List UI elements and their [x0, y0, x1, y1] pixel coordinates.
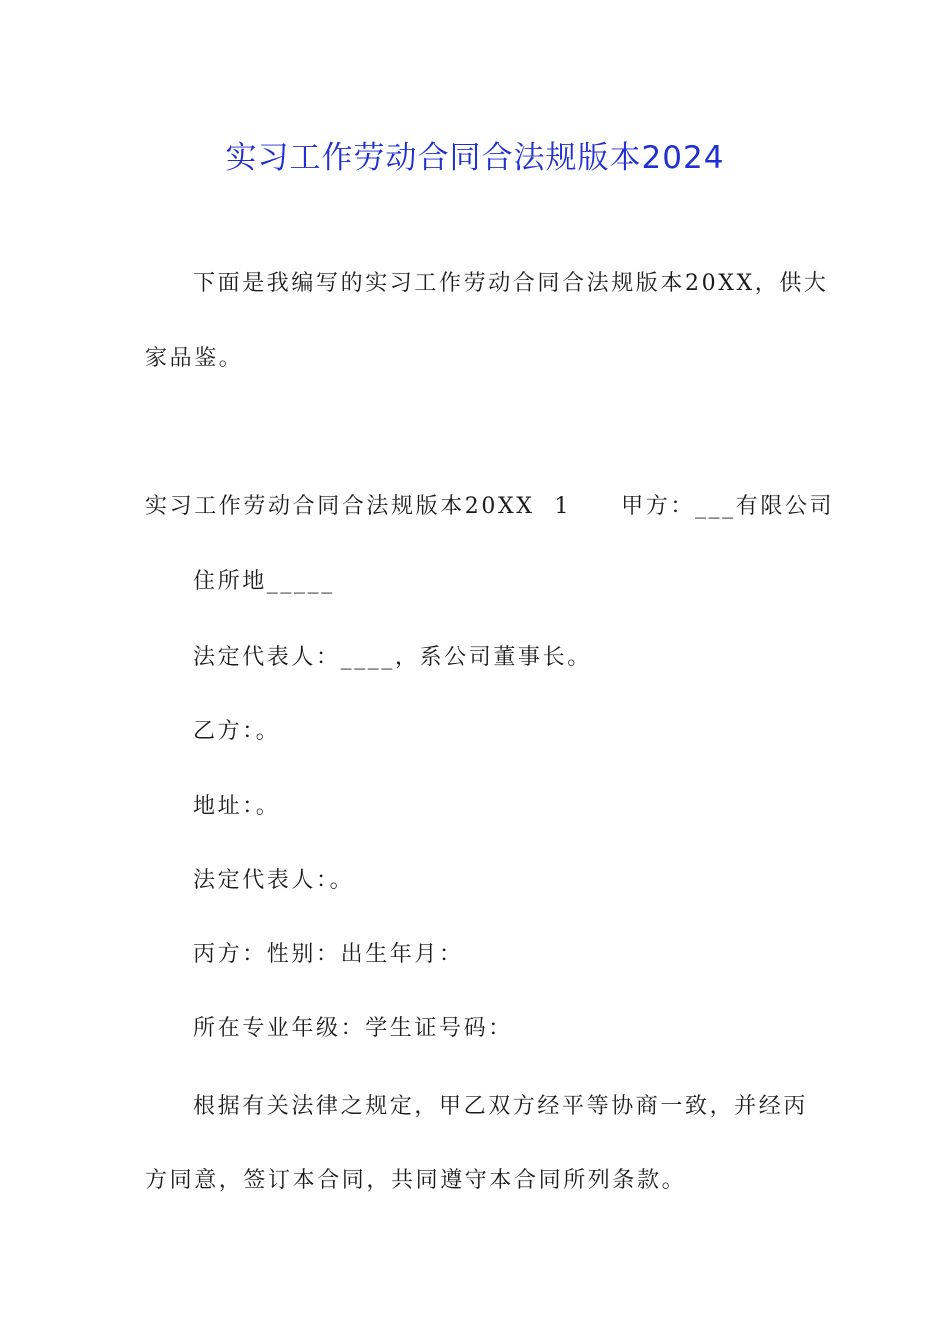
party-b-representative: 法定代表人：。 — [193, 868, 355, 893]
party-c-major: 所在专业年级：学生证号码： — [193, 1016, 513, 1041]
intro-line-2: 家品鉴。 — [145, 346, 244, 371]
intro-line-1: 下面是我编写的实习工作劳动合同合法规版本20XX，供大 — [193, 271, 829, 296]
party-b-address: 地址：。 — [193, 794, 281, 819]
party-a-representative: 法定代表人：____，系公司董事长。 — [193, 645, 592, 670]
party-a-label: 甲方：___有限公司 — [621, 494, 835, 519]
party-b-label: 乙方：。 — [193, 719, 281, 744]
party-a-address: 住所地_____ — [193, 569, 335, 594]
party-c-label: 丙方：性别：出生年月： — [193, 942, 464, 967]
clause-line-2: 方同意，签订本合同，共同遵守本合同所列条款。 — [145, 1168, 687, 1193]
contract-heading-line — [145, 492, 834, 522]
clause-line-1: 根据有关法律之规定，甲乙双方经平等协商一致，并经丙 — [193, 1094, 809, 1119]
contract-number: 1 — [554, 494, 572, 519]
document-title: 实习工作劳动合同合法规版本2024 — [225, 140, 725, 176]
contract-heading: 实习工作劳动合同合法规版本20XX — [145, 494, 535, 519]
